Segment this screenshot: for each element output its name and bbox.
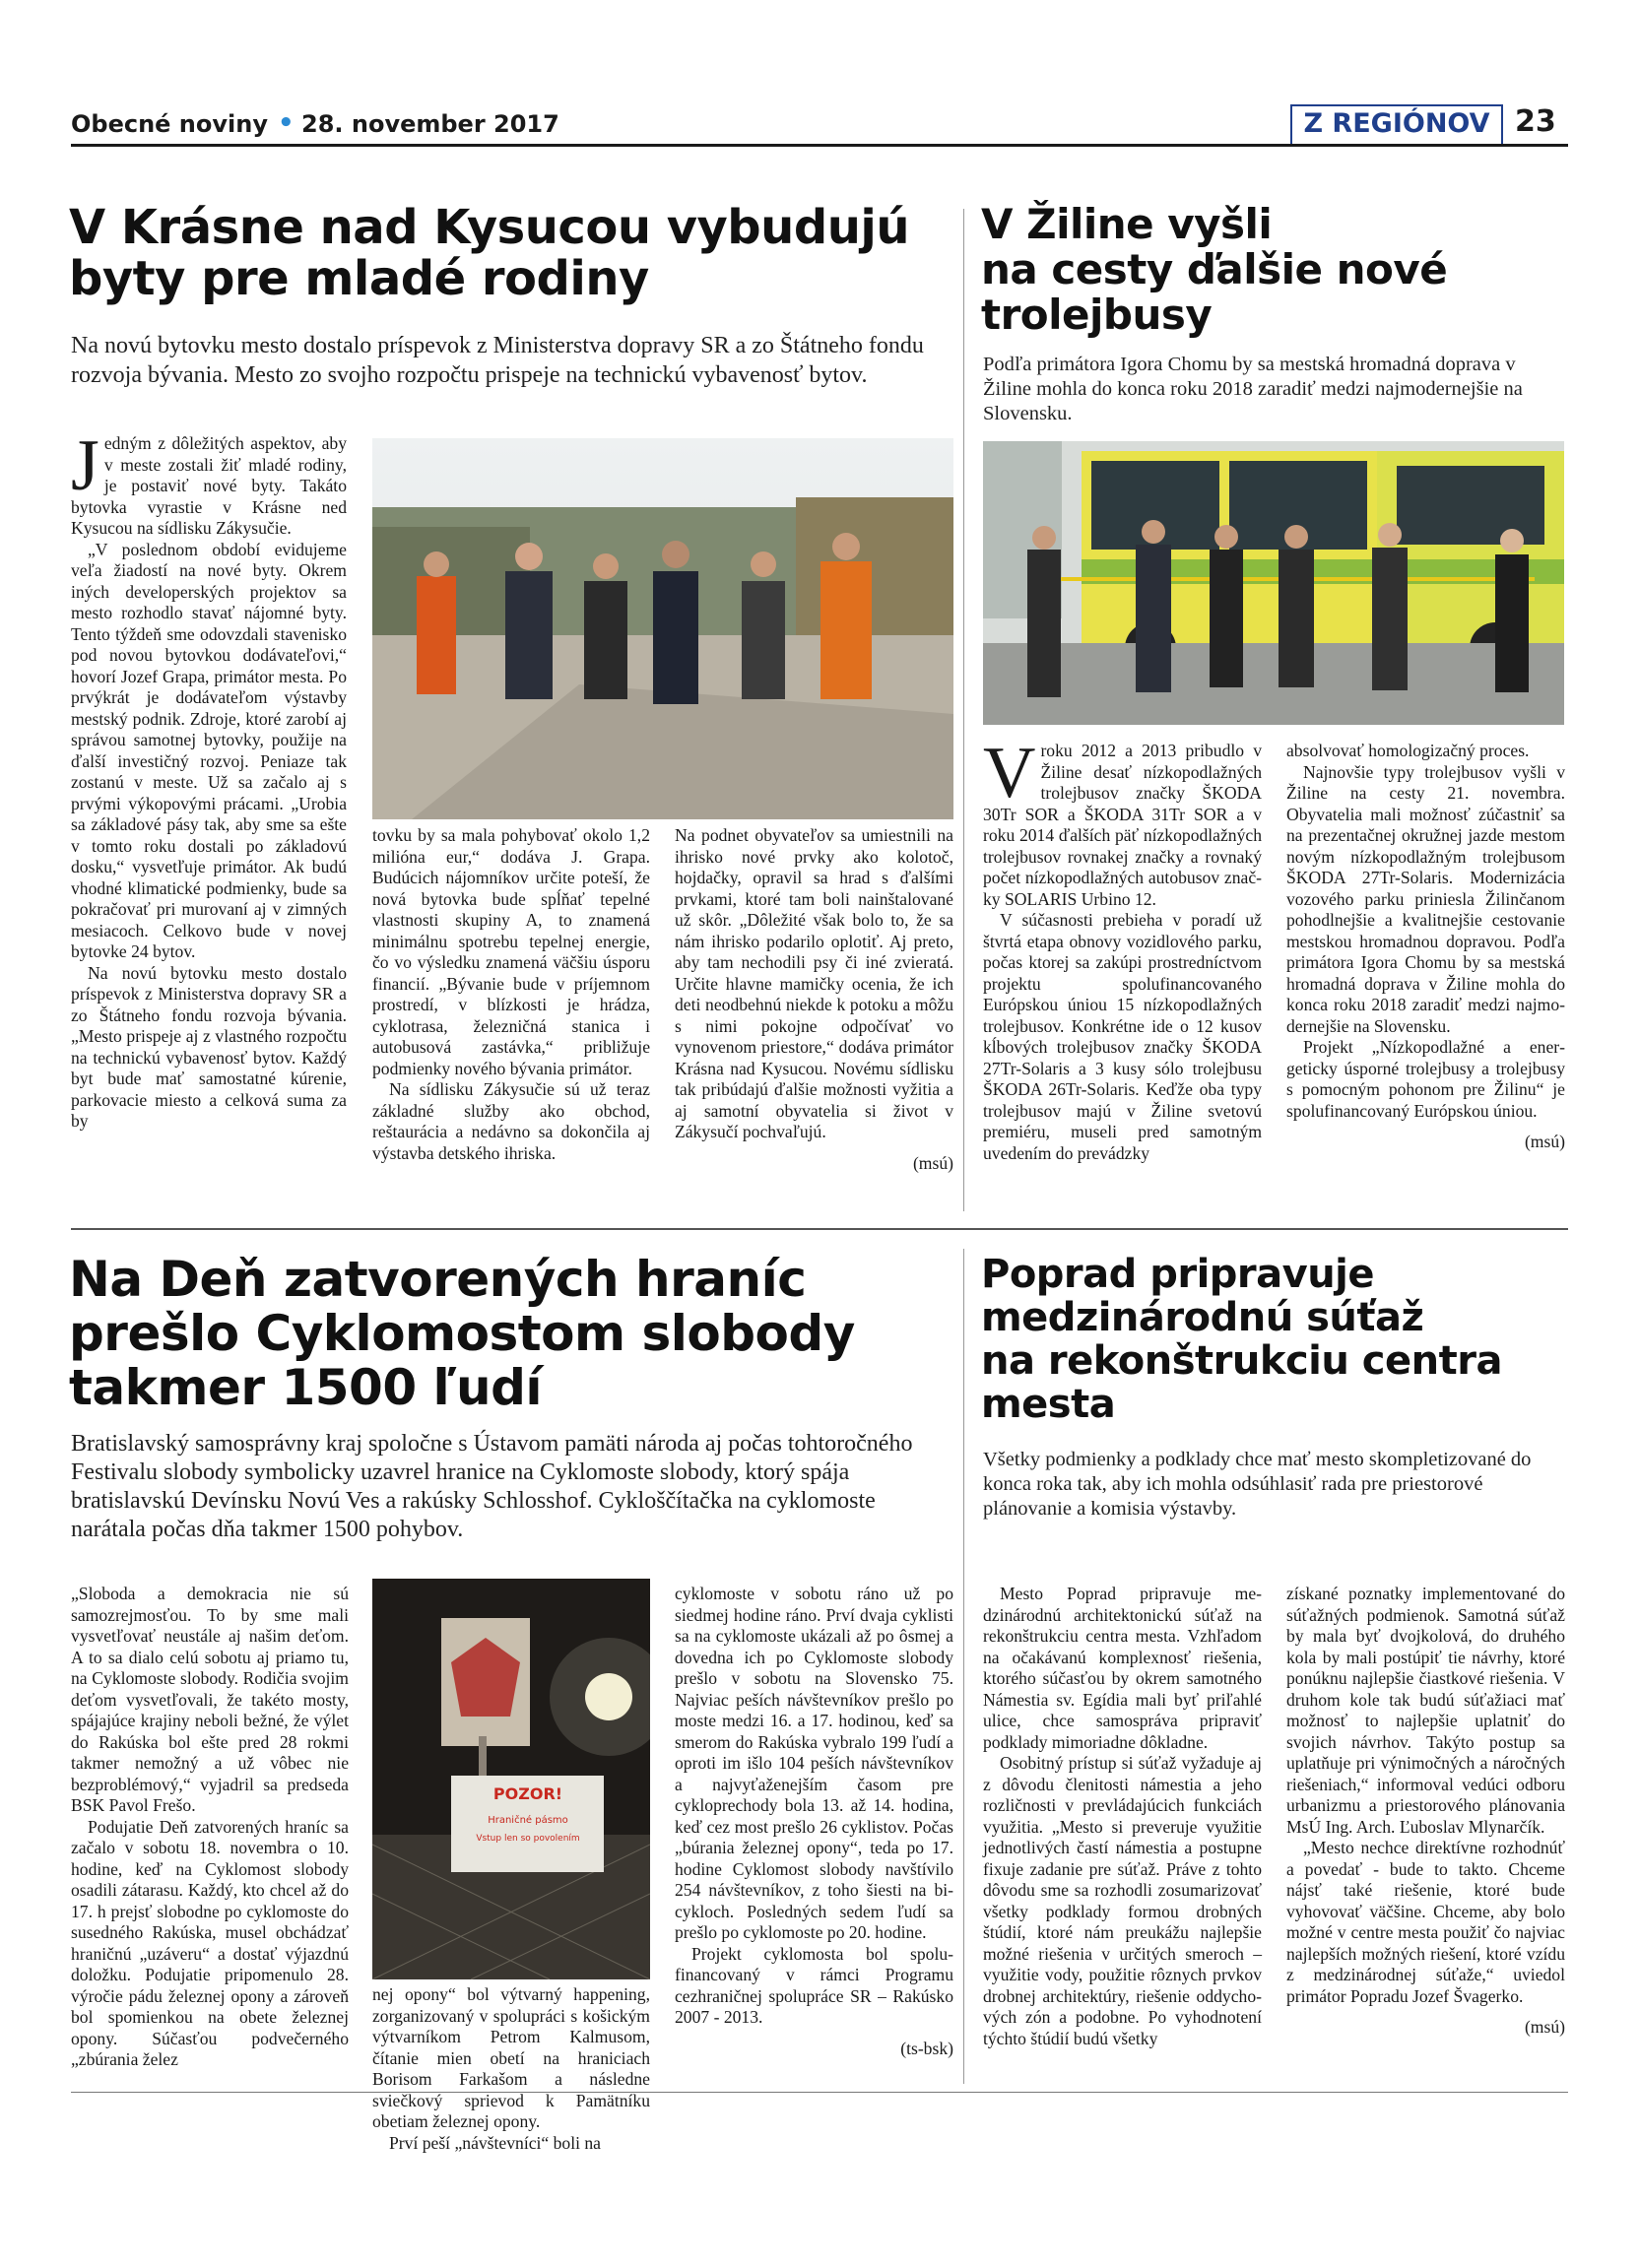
issue-date: 28. november 2017 [301, 110, 559, 138]
article3-col2: nej opony“ bol výtvarný happening, zorganizovaný v spolupráci s košickým výtvarníkom Petrom Kalmusom, čítanie mien obetí na hraniciach Borisom Farkašom a následne sviečkový sprievod k Pamätníku obetiam železnej opony. Prví peší „návštevníci“ boli na [372, 1984, 650, 2153]
article1-col3: Na podnet obyvateľov sa umiestnili na ihrisko nové prvky ako kolotoč, hojdačky, opravil sa hrad s ďalšími prvkami, ktoré tam boli nainštalované už skôr. „Dôležité však bolo to, že sa nám ihrisko podarilo oplotiť. Aj preto, aby tam nechodili psy či iné zvieratá. Určite hlavne mamičky ocenia, že ich deti neodbehnú niekde k potoku a môžu s nimi pokojne odpočívať vo vynovenom priestore,“ dodáva primátor Krásna nad Kysucou. Novému sídlisku tak pribúdajú ďalšie možnosti vyžitia a aj samotní obyvatelia si život v Zákysučí pochvaľujú. (msú) [675, 825, 953, 1173]
article3-lead: Bratislavský samosprávny kraj spoločne s Ústavom pamäti národa aj počas tohtoročného Festivalu slobody symbolicky uzavrel hranice na Cyklomoste slobody, ktorý spája bratislavskú Devínsku Novú Ves a rakúsky Schlosshof. Cykloščítačka na cyklomoste narátala počas dňa takmer 1500 pohybov. [71, 1431, 913, 1542]
article1-signature: (msú) [912, 1152, 953, 1173]
article1-col2: tovku by sa mala pohybovať okolo 1,2 milióna eur,“ dodáva J. Grapa. Budúcich nájomníkov určite poteší, že nová bytovka bude spĺňať tepelné vlastnosti skupiny A, to znamená minimálnu spotrebu tepelnej energie, čo vo výsledku znamená väčšiu úsporu financií. „Bývanie bude v príjemnom prostredí, v blízkosti je hrádza, cyklotrasa, železničná stanica i autobusová zastávka,“ približuje podmienky nového bývania primátor. Na sídlisku Zákysučie sú už teraz základné služby ako obchod, reštaurácia a nedávno sa dokončila aj výstavba detského ihriska. [372, 825, 650, 1163]
header-bullet: • [278, 108, 295, 138]
paper-name: Obecné noviny [71, 110, 268, 138]
divider-top [963, 209, 964, 1211]
divider-bottom [963, 1249, 964, 2084]
article4-col1: Mesto Poprad pripravuje medzinárodnú architektonickú súťaž na rekonštrukciu centra mesta. Vzhľadom na očakávanú komplexnosť riešenia, ktorého súčasťou by okrem samotného Námestia sv. Egídia mali byť priľahlé ulice, chce samospráva pripraviť podklady mimoriadne dôkladne. Osobitný prístup si súťaž vyžaduje aj z dôvodu členitosti námestia a jeho rozličnosti v prevládajúcich funkciách využitia. „Mesto si preveruje využitie jednotlivých častí námestia a postupne fixuje zadanie pre súťaž. Práve z tohto dôvodu sme sa rozhodli zosumarizovať všetky podklady formou drobných štúdií, ktoré nám preukážu najlepšie možné riešenia v určitých smeroch – využitie vody, použitie rôznych prvkov drobnej architektúry, riešenie oddychových zón a podobne. Po vyhodnotení týchto štúdií budú všetky [983, 1584, 1262, 2048]
header-rule [71, 144, 1568, 147]
dropcap: V [983, 733, 1036, 813]
photo-border-sign [372, 1579, 650, 1979]
article2-col1: Vroku 2012 a 2013 pribudlo v Žiline desať nízkopodlažných trolejbusov značky ŠKODA 30Tr SOR a ŠKODA 31Tr SOR a v roku 2014 ďalších päť nízkopodlažných trolejbusov rovnakej značky a rovnaký počet nízkopodlažných autobusov značky SOLARIS Urbino 12. V súčasnosti prebieha v poradí už štvrtá etapa obnovy vozidlového parku, počas ktorej sa zakúpi prostredníctvom projektu spolufinancovaného Európskou úniou 15 nízkopodlažných trolejbusov. Konkrétne ide o 12 kusov kĺbových trolejbusov značky ŠKODA 27Tr-Solaris a 3 kusy sólo trolejbusu ŠKODA 26Tr-Solaris. Keďže oba typy trolejbusov majú v Žiline svetovú premiéru, museli pred samotným uvedením do prevádzky [983, 733, 1262, 1163]
dropcap: J [71, 425, 99, 506]
bottom-rule [71, 2092, 1568, 2093]
article4-col2: získané poznatky implementované do súťažných podmienok. Samotná súťaž by mala byť dvojkolová, do druhého kola by mali postúpiť tie návrhy, ktoré ponúknu najlepšie čiastkové riešenia. V druhom kole tak budú súťažiaci mať možnosť to najlepšie uplatniť do svojich návrhov. Takýto postup sa uplatňuje pri výnimočných a náročných riešeniach,“ informoval vedúci odboru urbanizmu a priestorového plánovania MsÚ Ing. Arch. Ľuboslav Mlynarčík. „Mesto nechce direktívne rozhodnúť a povedať - bude to takto. Chceme nájsť také riešenie, ktoré bude vyhovovať väčšine. Chceme, aby bolo možné v centre mesta použiť čo najviac najlepších možných riešení, ktoré vzídu z medzinárodnej súťaže,“ uviedol primátor Popradu Jozef Švagerko. (msú) [1286, 1584, 1565, 2037]
sign-entry-text: Vstup len so povolením [476, 1834, 580, 1844]
article2-title: V Žiline vyšli na cesty ďalšie nové trolejbusy [981, 200, 1448, 339]
article3-signature: (ts-bsk) [900, 2038, 953, 2058]
article1-title: V Krásne nad Kysucou vybudujú byty pre mladé rodiny [69, 200, 909, 306]
mid-rule [71, 1228, 1568, 1230]
article1-col1: Jedným z dôležitých aspektov, aby v meste zostali žiť mladé rodiny, je postaviť nové byty. Takáto bytovka vyrastie v Krásne ned Kysucou na sídlisku Zákysučie. „V poslednom období evidujeme veľa žiadostí na nové byty. Okrem iných developerských projektov sa mesto rozhodlo stavať nájomné byty. Tento týždeň sme odovzdali stavenisko pod novou bytovkou dodávateľovi,“ hovorí Jozef Grapa, primátor mesta. Po prvýkrát je dodávateľom výstavby mestský podnik. Zdroje, ktoré zarobí aj správou samotnej bytovky, použije na ďalší investičný rozvoj. Peniaze tak zostanú v meste. Už sa začalo aj s prvými výkopovými prácami. „Urobia sa základové pásy tak, aby sme sa ešte v tomto roku dostali po základovú dosku,“ vysvetľuje primátor. Ak budú vhodné klimatické podmienky, bude sa pokračovať pri murovaní aj v zimných mesiacoch. Celkovo bude v novej bytovke 24 bytov. Na novú bytovku mesto dostalo príspevok z Ministerstva dopravy SR a zo Štátneho fondu rozvoja bývania. „Mesto prispeje aj z vlastného rozpočtu na technickú vybavenosť bytov. Každý byt bude mať samostatné kúrenie, parkovacie miesto a celková suma za by [71, 425, 347, 1131]
photo-trolleybus-ceremony [983, 441, 1564, 725]
sign-zone-text: Hraničné pásmo [488, 1815, 568, 1826]
article2-col2: absolvovať homologizačný proces. Najnovšie typy trolejbusov vyšli v Žiline na cesty 21. novembra. Obyvatelia mali možnosť zúčastniť sa na prezentačnej okružnej jazde mestom novým nízkopodlažným trolejbusom ŠKODA 27Tr-Solaris. Modernizácia vozového parku priniesla Žilinčanom pohodlnejšie a kvalitnejšie cestovanie mestskou hromadnou dopravou. Podľa primátora Igora Chomu by sa mestská hromadná doprava v Žiline mohla do konca roku 2018 zaradiť medzi najmodernejšie na Slovensku. Projekt „Nízkopodlažné a energeticky úsporné trolejbusy a trolejbusy s pomocným pohonom pre Žilinu“ je spolufinancovaný Európskou úniou. (msú) [1286, 741, 1565, 1151]
article4-title: Poprad pripravuje medzinárodnú súťaž na rekonštrukciu centra mesta [981, 1252, 1502, 1427]
article4-lead: Všetky podmienky a podklady chce mať mesto skompletizované do konca roka tak, aby ich mohla odsúhlasiť rada pre priestorové plánovanie a komisia výstavby. [983, 1449, 1532, 1520]
article2-signature: (msú) [1524, 1132, 1565, 1151]
article3-col1: „Sloboda a demokracia nie sú samozrejmosťou. To by sme mali vysvetľovať neustále aj našim deťom. A to sa dialo celú sobotu aj priamo tu, na Cyklomoste slobody. Rodičia svojim deťom vysvetľovali, že takéto mosty, spájajúce krajiny neboli bežné, že výlet do Rakúska bol ešte pred 28 rokmi takmer nemožný a už vôbec nie bezproblémový,“ vyjadril sa predseda BSK Pavol Frešo. Podujatie Deň zatvorených hraníc sa začalo v sobotu 18. novembra o 10. hodine, keď na Cyklomost slobody osadili zátarasu. Každý, kto chcel až do 17. h prejsť slobodne po cyklomoste do susedného Rakúska, musel obchádzať hraničnú „uzáveru“ a dostať výjazdnú doložku. Podujatie pripomenulo 28. výročie pádu železnej opony a zároveň bol spomienkou na obete železnej opony. Súčasťou podvečerného „zbúrania želez [71, 1584, 349, 2069]
photo-site-visit [372, 438, 953, 819]
section-label: Z REGIÓNOV [1290, 104, 1503, 146]
page-number: 23 [1515, 104, 1556, 139]
article1-lead: Na novú bytovku mesto dostalo príspevok z Ministerstva dopravy SR a zo Štátneho fondu rozvoja bývania. Mesto zo svojho rozpočtu prispeje na technickú vybavenosť bytov. [71, 333, 924, 388]
article3-col3: cyklomoste v sobotu ráno už po siedmej hodine ráno. Prví dvaja cyklisti sa na cyklomoste ukázali až po ôsmej a dovedna ich po Cyklomoste slobody prešlo v sobotu na Slovensko 75. Najviac peších návštevníkov prešlo po moste medzi 16. a 17. hodinou, keď sa smerom do Rakúska vybralo 199 ľudí a oproti im išlo 104 peších návštevníkov a najvyťaženejším časom pre cykloprechody bola 13. až 14. hodina, keď cez most prešlo 26 cyklistov. Počas „búrania železnej opony“, teda po 17. hodine Cyklomost slobody navštívilo 254 návštevníkov, z toho šiesti na bicykloch. Posledných sedem ľudí sa prešlo po cyklomoste po 20. hodine. Projekt cyklomosta bol spolufinancovaný v rámci Programu cezhraničnej spolupráce SR – Rakúsko 2007 - 2013. (ts-bsk) [675, 1584, 953, 2058]
article2-lead: Podľa primátora Igora Chomu by sa mestská hromadná doprava v Žiline mohla do konca roku 2018 zaradiť medzi najmodernejšie na Slovensku. [983, 354, 1523, 424]
article4-signature: (msú) [1524, 2017, 1565, 2037]
masthead [71, 104, 1568, 146]
sign-warning-text: POZOR! [492, 1784, 563, 1803]
article3-title: Na Deň zatvorených hraníc prešlo Cyklomostom slobody takmer 1500 ľudí [69, 1251, 855, 1416]
